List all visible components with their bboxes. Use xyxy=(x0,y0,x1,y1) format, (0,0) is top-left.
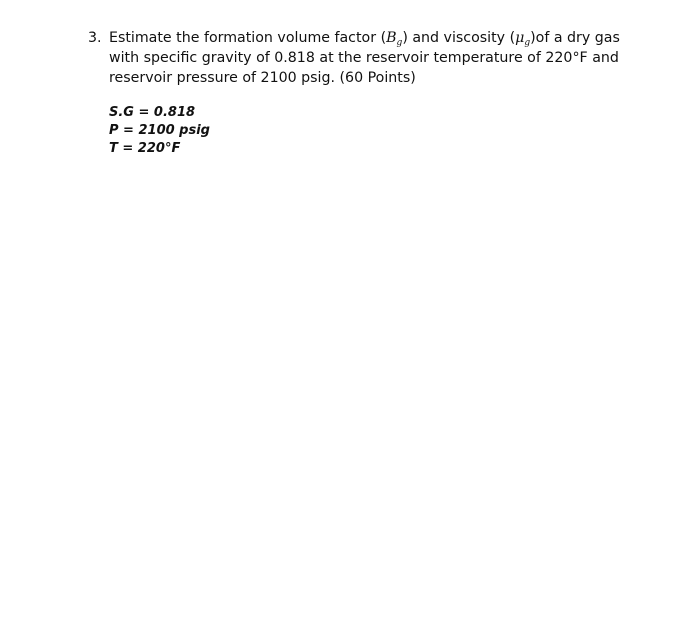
given-pressure: P = 2100 psig xyxy=(109,123,210,138)
question-text-part1: Estimate the formation volume factor ( xyxy=(109,30,387,46)
question-block xyxy=(88,28,628,88)
given-temperature: T = 220°F xyxy=(109,141,181,156)
question-number: 3. xyxy=(88,30,102,46)
given-values xyxy=(109,104,210,158)
question-text xyxy=(109,28,628,88)
viscosity-symbol: $\mu_g$ xyxy=(515,30,531,48)
given-specific-gravity: S.G = 0.818 xyxy=(109,105,196,120)
question-text-part2: ) and viscosity ( xyxy=(402,30,516,46)
formation-volume-factor-symbol: $B_g$ xyxy=(386,30,403,48)
question-text-part3: )of a dry gas with specific gravity of 0.818 at the reservoir temperature of 220°F and reservoir pressure of 2100 psig. (60 Points) xyxy=(109,30,620,86)
